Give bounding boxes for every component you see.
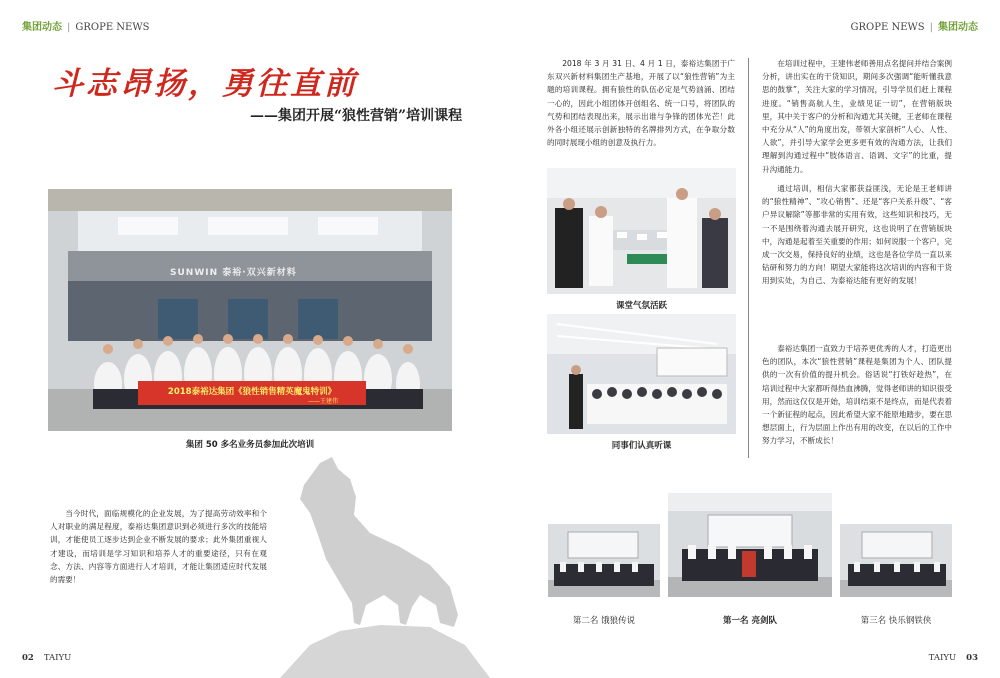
caption-first: 第一名 亮剑队 (723, 616, 777, 626)
article-title: 斗志昂扬，勇往直前 (52, 66, 358, 102)
caption-class-2: 同事们认真听课 (611, 441, 672, 451)
group-photo (48, 189, 452, 431)
group-banner-text: 2018泰裕达集团《狼性销售精英魔鬼特训》 (167, 387, 337, 397)
team-photo-first (668, 493, 832, 597)
caption-class-1: 课堂气氛活跃 (615, 301, 667, 311)
right-brand: TAIYU (928, 653, 957, 663)
building-sign: SUNWIN 泰裕·双兴新材料 (170, 268, 297, 278)
column-divider (748, 58, 749, 458)
right-header: GROPE NEWS | 集团动态 (850, 22, 978, 33)
wolf-silhouette-icon (280, 455, 490, 678)
caption-group-photo: 集团 50 多名业务员参加此次培训 (185, 440, 315, 450)
left-footer (22, 653, 71, 663)
right-header-section: 集团动态 (938, 22, 978, 33)
team-photo-second (548, 524, 660, 597)
left-page-number: 02 (22, 653, 34, 663)
classroom-photo-2 (547, 314, 736, 434)
classroom-photo-1 (547, 168, 736, 294)
caption-third: 第三名 快乐钢铁侠 (860, 616, 932, 626)
right-header-sub: GROPE NEWS (850, 22, 925, 33)
paragraph-left: 当今时代，面临规模化的企业发展，为了提高劳动效率和个人对职业的满足程度，泰裕达集团意识到必须进行多次的技能培训，才能使员工逐步达到企业不断发展的要求；此外集团重视人才建设，而培训是学习知识和培养人才的重要途径，只有在观念、方法、内容等方面进行人才培训，才能让集团适应时代发展的需要！ (50, 509, 267, 585)
right-footer (929, 653, 978, 663)
left-header-section: 集团动态 (22, 22, 62, 33)
left-header-sub: GROPE NEWS (75, 22, 150, 33)
paragraph-right-3: 泰裕达集团一直致力于培养更优秀的人才，打造更出色的团队，本次“狼性营销”课程是集团为个人、团队提供的一次有价值的提升机会。俗话说“打铁好趁热”，在培训过程中大家都听得热血沸腾，觉得老师讲的知识很受用，然而这仅仅是开始，培训结束不是终点，而是代表着一个新征程的起点，因此希望大家不能原地踏步，要在思想层面上，行为层面上作出有用的改变，在以后的工作中努力学习，不断成长！ (762, 344, 952, 446)
paragraph-right-2: 通过培训，相信大家都获益匪浅，无论是王老师讲的“狼性精神”、“攻心销售”、还是“客户关系升级”、“客户异议解除”等都非常的实用有效，这些知识和技巧，无一不是围绕着沟通去展开研究，这也说明了在营销版块中，沟通是起着至关重要的作用；如何说服一个客户，完成一次交易，保持良好的业绩，这也是各位学员一直以来钻研和努力的方向！期望大家能将这次培训的内容和干货用到实处，为自己、为泰裕达能有更好的发展！ (762, 184, 952, 286)
right-page-number: 03 (966, 653, 978, 663)
team-photo-third (840, 524, 952, 597)
caption-second: 第二名 饿狼传说 (572, 616, 636, 626)
group-banner-sub: ——王建伟 (308, 398, 339, 405)
left-brand: TAIYU (43, 653, 72, 663)
paragraph-right-1: 在培训过程中，王建伟老师善用点名提问并结合案例分析，讲出实在的干货知识，期间多次强调“能听懂我意思的鼓掌”，关注大家的学习情况，引导学员们赶上课程进度。“销售高航人生，业绩见证一切”，在营销版块里，其中关于客户的分析和沟通尤其关键，王老师在课程中充分从“人”的角度出发，带领大家剖析“人心、人性、人欲”，并引导大家学会更多更有效的沟通方法，让我们理解到沟通过程中“肢体语言、语调、文字”的比重，提升沟通能力。 (762, 59, 952, 174)
paragraph-intro: 2018 年 3 月 31 日、4 月 1 日，泰裕达集团于广东双兴新材料集团生产基地，开展了以“狼性营销”为主题的培训课程。拥有狼性的队伍必定是气势汹涌、团结一心的，因此小组团体开创组名、统一口号，将团队的气势和团结表现出来，展示出谁与争锋的团体光芒！此外各小组还展示创新独特的名牌排列方式，在争取分数的同时展现小组的创意及执行力。 (547, 59, 735, 148)
left-header: 集团动态 | GROPE NEWS (22, 22, 150, 33)
article-subtitle: ——集团开展“狼性营销”培训课程 (250, 108, 463, 124)
